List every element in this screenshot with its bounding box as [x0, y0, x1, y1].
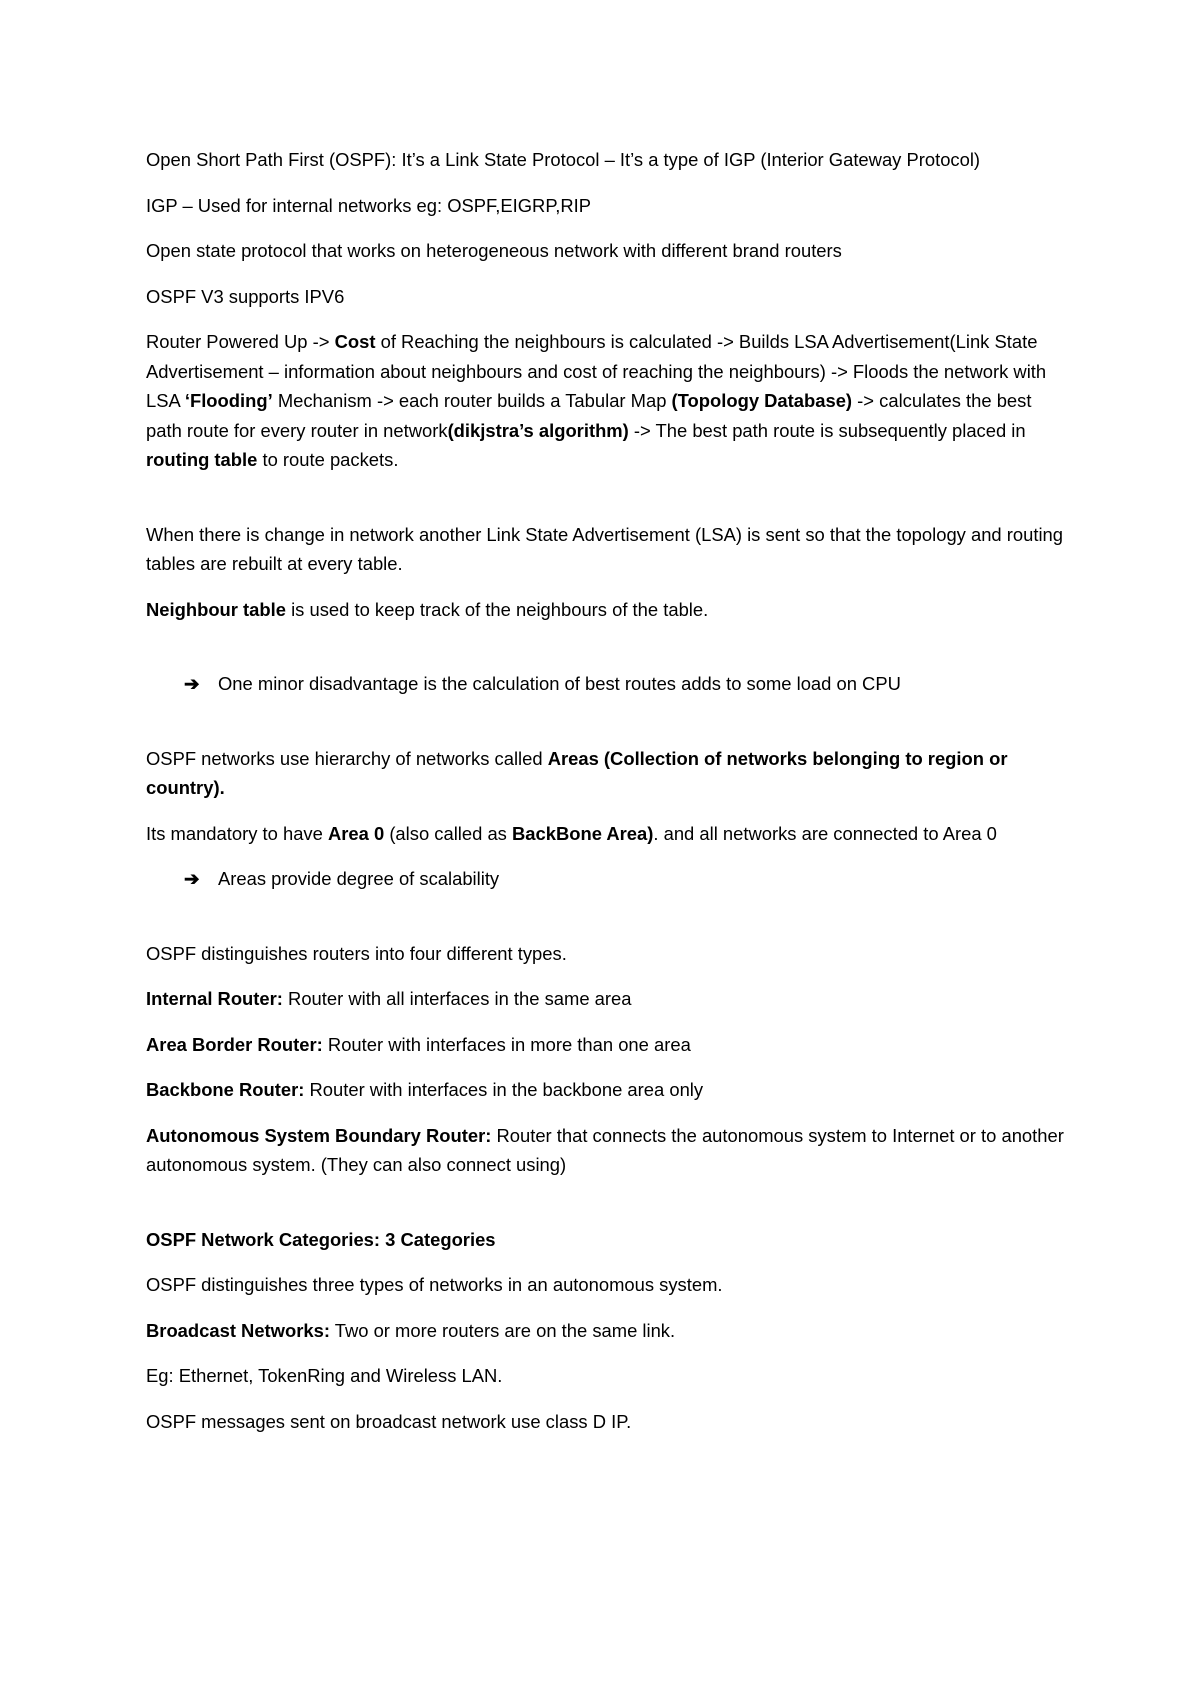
- area-0-paragraph: [146, 819, 1066, 849]
- broadcast-networks-term: Broadcast Networks:: [146, 1319, 330, 1341]
- open-state-paragraph: [146, 236, 1066, 266]
- backbone-area-term: BackBone Area): [511, 822, 654, 844]
- internal-router-paragraph: [146, 984, 1066, 1014]
- process-text-2: of Reaching the neighbours is calculated -> Builds LSA Advertisement(Link State Advertisement – information about neighbours and cost of reaching the neighbours) -> Floods the network with LSA: [146, 331, 1047, 411]
- igp-text: IGP – Used for internal networks eg: OSPF,EIGRP,RIP: [146, 194, 591, 216]
- dijkstra-term: (dikjstra’s algorithm): [447, 419, 629, 441]
- flooding-term: ‘Flooding’: [184, 390, 273, 411]
- ospf-intro-text: Open Short Path First (OSPF): It’s a Link State Protocol – It’s a type of IGP (Interior Gateway Protocol): [146, 149, 981, 170]
- open-state-text: Open state protocol that works on heterogeneous network with different brand routers: [146, 240, 842, 261]
- neighbour-table-term: Neighbour table: [146, 598, 286, 620]
- process-text-3: Mechanism -> each router builds a Tabular Map: [272, 390, 672, 411]
- areas-text: OSPF networks use hierarchy of networks called: [146, 747, 548, 769]
- asbr-paragraph: [146, 1121, 1066, 1180]
- class-d-text: OSPF messages sent on broadcast network use class D IP.: [146, 1410, 632, 1432]
- neighbour-table-paragraph: [146, 595, 1066, 625]
- scalability-bullet: [146, 864, 1066, 894]
- router-process-paragraph: [146, 327, 1066, 475]
- areas-paragraph: [146, 744, 1066, 803]
- area-border-router-term: Area Border Router:: [146, 1033, 323, 1055]
- area-0-text-3: . and all networks are connected to Area 0: [653, 822, 997, 844]
- cost-term: Cost: [334, 331, 376, 352]
- process-text-5: -> The best path route is subsequently placed in: [628, 419, 1026, 441]
- area-border-router-paragraph: [146, 1030, 1066, 1060]
- asbr-text: Router that connects the autonomous system to Internet or to another autonomous system. (They can also connect using): [146, 1124, 1064, 1175]
- ospf-v3-text: OSPF V3 supports IPV6: [146, 285, 345, 307]
- igp-paragraph: [146, 191, 1066, 221]
- process-text-1: Router Powered Up ->: [146, 331, 335, 352]
- neighbour-table-text: is used to keep track of the neighbours of the table.: [285, 598, 709, 620]
- routing-table-term: routing table: [146, 449, 258, 470]
- backbone-router-term: Backbone Router:: [146, 1079, 305, 1100]
- asbr-term: Autonomous System Boundary Router:: [146, 1124, 492, 1146]
- broadcast-networks-text: Two or more routers are on the same link.: [329, 1319, 676, 1341]
- process-text-4: -> calculates the best path route for every router in network: [146, 390, 1032, 441]
- document-body: [146, 145, 1066, 1452]
- examples-paragraph: [146, 1361, 1066, 1391]
- topology-database-term: (Topology Database): [671, 390, 853, 411]
- internal-router-text: Router with all interfaces in the same area: [282, 988, 632, 1009]
- internal-router-term: Internal Router:: [146, 988, 283, 1009]
- examples-text: Eg: Ethernet, TokenRing and Wireless LAN.: [146, 1365, 503, 1386]
- lsa-change-paragraph: [146, 520, 1066, 579]
- network-categories-heading: [146, 1225, 1066, 1255]
- area-border-router-text: Router with interfaces in more than one area: [322, 1033, 691, 1055]
- scalability-text: Areas provide degree of scalability: [218, 868, 500, 889]
- network-categories-title: OSPF Network Categories: 3 Categories: [146, 1228, 496, 1250]
- router-types-text: OSPF distinguishes routers into four different types.: [146, 942, 567, 964]
- backbone-router-text: Router with interfaces in the backbone area only: [304, 1079, 704, 1100]
- network-types-paragraph: [146, 1270, 1066, 1300]
- right-arrow-icon: ➔: [184, 868, 200, 889]
- broadcast-networks-paragraph: [146, 1316, 1066, 1346]
- disadvantage-bullet: [146, 669, 1066, 699]
- ospf-intro-paragraph: [146, 145, 1066, 175]
- ospf-v3-paragraph: [146, 282, 1066, 312]
- router-types-paragraph: [146, 939, 1066, 969]
- backbone-router-paragraph: [146, 1075, 1066, 1105]
- area-0-term: Area 0: [327, 822, 385, 844]
- areas-term: Areas (Collection of networks belonging to region or country).: [146, 747, 1008, 798]
- process-text-6: to route packets.: [257, 449, 399, 470]
- disadvantage-text: One minor disadvantage is the calculation of best routes adds to some load on CPU: [218, 673, 901, 694]
- area-0-text-1: Its mandatory to have: [146, 822, 328, 844]
- class-d-paragraph: [146, 1407, 1066, 1437]
- lsa-change-text: When there is change in network another Link State Advertisement (LSA) is sent so that the topology and routing tables are rebuilt at every table.: [146, 523, 1063, 574]
- right-arrow-icon: ➔: [184, 673, 200, 694]
- network-types-text: OSPF distinguishes three types of networks in an autonomous system.: [146, 1274, 723, 1295]
- area-0-text-2: (also called as: [384, 822, 512, 844]
